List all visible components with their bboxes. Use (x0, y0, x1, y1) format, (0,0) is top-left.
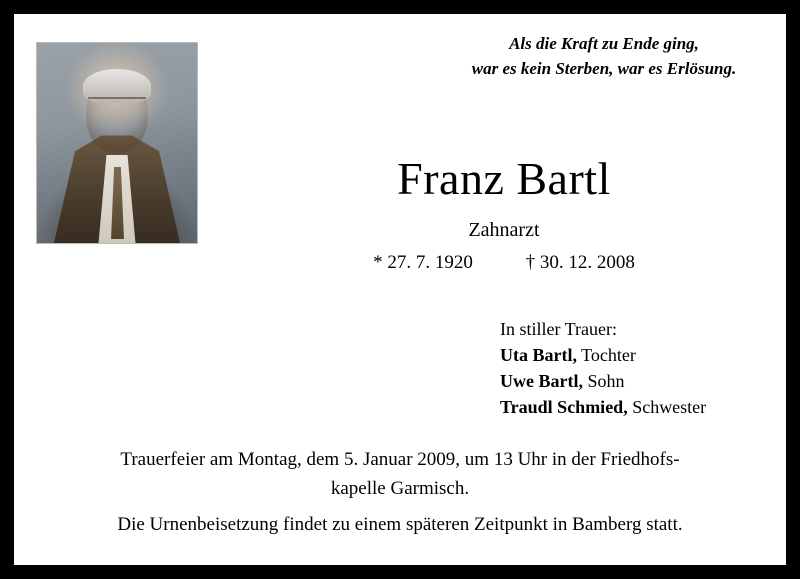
deceased-name: Franz Bartl (397, 153, 611, 204)
burial-details: Die Urnenbeisetzung findet zu einem späteren Zeitpunkt in Bamberg statt. (117, 514, 683, 535)
birth-date: * 27. 7. 1920 (373, 252, 473, 273)
obituary-notice (14, 14, 786, 565)
epitaph-line-2: war es kein Sterben, war es Erlösung. (471, 58, 737, 78)
mourner-name: Uwe Bartl, (500, 371, 583, 392)
portrait-photo (37, 43, 197, 243)
portrait-photo-frame (36, 42, 198, 244)
mourners-intro: In stiller Trauer: (500, 319, 617, 339)
mourner-relation: Tochter (576, 345, 636, 366)
epitaph (434, 32, 774, 81)
mourner-name: Uta Bartl, (500, 345, 577, 366)
mourner-relation: Schwester (627, 397, 707, 418)
death-date: † 30. 12. 2008 (525, 252, 635, 273)
mourner-row (500, 342, 790, 368)
portrait-glasses (88, 97, 146, 112)
mourner-row (500, 368, 790, 394)
ceremony-line-1: Trauerfeier am Montag, dem 5. Januar 2009, um 13 Uhr in der Friedhofs- (120, 449, 680, 470)
life-dates (274, 252, 734, 274)
deceased-profession: Zahnarzt (468, 219, 540, 241)
mourners-block (500, 316, 790, 420)
mourner-relation: Sohn (582, 371, 625, 392)
mourner-name: Traudl Schmied, (500, 397, 628, 418)
mourner-row (500, 394, 790, 420)
ceremony-line-2: kapelle Garmisch. (330, 477, 470, 499)
epitaph-line-1: Als die Kraft zu Ende ging, (509, 34, 699, 53)
ceremony-details (34, 446, 766, 503)
